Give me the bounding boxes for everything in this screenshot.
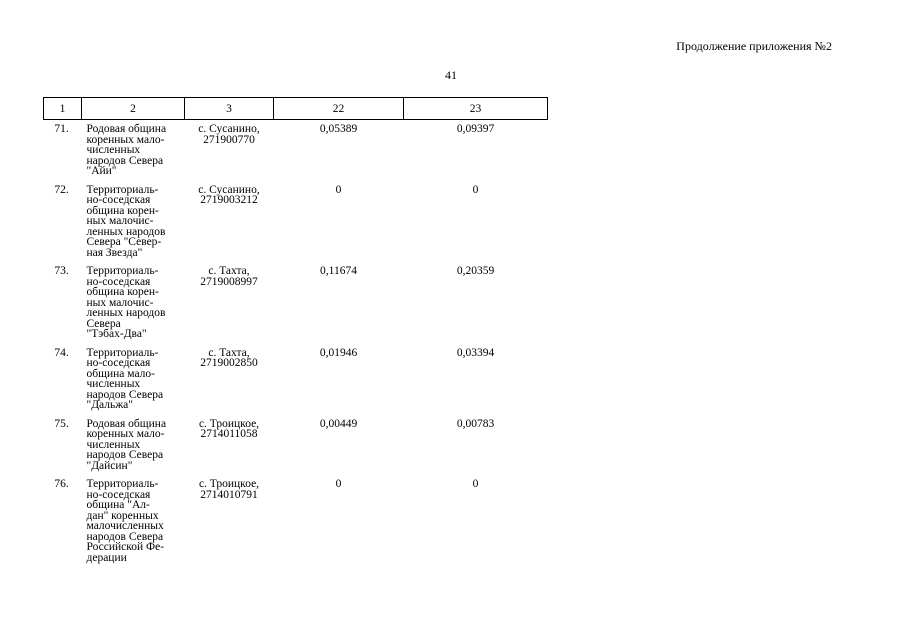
table-row — [44, 475, 548, 567]
organization-name-line: "Дальжа" — [86, 399, 133, 411]
page-number: 41 — [445, 68, 457, 82]
organization-name-line: численных — [86, 144, 141, 156]
organization-name-line: но-соседская — [86, 488, 151, 501]
organization-name-line: община корен- — [86, 204, 159, 217]
value-column-23: 0 — [472, 478, 479, 490]
row-number: 75. — [54, 417, 69, 430]
row-number: 76. — [54, 478, 69, 490]
organization-name-line: малочисленных — [86, 520, 164, 532]
value-column-23: 0 — [472, 183, 479, 196]
organization-name-line: Территориаль- — [86, 346, 159, 359]
organization-name-line: ленных народов — [86, 225, 166, 238]
value-column-22: 0,05389 — [319, 123, 358, 135]
table-row — [44, 120, 548, 181]
organization-name-line: община "Ал- — [86, 499, 150, 511]
table-row — [44, 344, 548, 415]
value-column-22: 0,11674 — [320, 265, 357, 277]
organization-name — [82, 120, 185, 181]
table-body — [44, 120, 548, 568]
organization-name-line: "Тэбах-Два" — [86, 328, 147, 340]
organization-name — [82, 181, 185, 263]
location-line: 2714010791 — [200, 488, 258, 501]
column-header-2: 2 — [82, 98, 185, 120]
row-number: 72. — [54, 183, 69, 196]
column-header-23: 23 — [404, 98, 548, 120]
location-line: 2719002850 — [200, 357, 258, 369]
organization-name-line: но-соседская — [86, 194, 151, 206]
organization-name-line: "Айи" — [86, 165, 117, 177]
column-header-22: 22 — [274, 98, 404, 120]
organization-name-line: коренных мало- — [86, 428, 165, 440]
organization-name-line: численных — [86, 378, 141, 390]
organization-name-line: ных малочис- — [86, 296, 154, 309]
table-row — [44, 262, 548, 344]
organization-name — [82, 415, 185, 476]
organization-name-line: Родовая община — [86, 123, 167, 135]
table-row — [44, 415, 548, 476]
location-line: с. Троицкое, — [198, 478, 260, 490]
organization-name — [82, 344, 185, 415]
location-and-inn — [185, 120, 274, 181]
column-header-1: 1 — [44, 98, 82, 120]
organization-name-line: ная Звезда" — [86, 246, 143, 259]
organization-name-line: "Дайсин" — [86, 459, 133, 472]
organization-name-line: Территориаль- — [86, 478, 159, 490]
organization-name-line: но-соседская — [86, 357, 151, 369]
value-column-23: 0,09397 — [456, 123, 495, 135]
organization-name-line: дерации — [86, 551, 127, 564]
data-table — [43, 97, 548, 567]
organization-name — [82, 262, 185, 344]
organization-name-line: но-соседская — [86, 275, 151, 288]
table-header-row — [44, 98, 548, 120]
organization-name-line: ленных народов — [86, 307, 166, 319]
location-line: с. Тахта, — [208, 265, 250, 277]
location-line: 271900770 — [203, 133, 255, 146]
organization-name-line: народов Севера — [86, 388, 164, 401]
organization-name-line: община мало- — [86, 367, 155, 380]
value-column-23: 0,20359 — [456, 265, 495, 277]
organization-name-line: Территориаль- — [86, 265, 159, 277]
location-line: с. Сусанино, — [198, 183, 260, 196]
organization-name-line: дан" коренных — [86, 509, 159, 522]
location-line: 2714011058 — [200, 428, 258, 440]
location-line: 2719003212 — [200, 194, 258, 206]
row-number: 73. — [54, 265, 69, 277]
location-line: с. Тахта, — [208, 346, 250, 359]
location-and-inn — [185, 415, 274, 476]
organization-name-line: Территориаль- — [86, 183, 159, 196]
organization-name-line: Севера "Север- — [86, 236, 162, 248]
location-line: с. Сусанино, — [198, 123, 260, 135]
table-row — [44, 181, 548, 263]
organization-name-line: община корен- — [86, 286, 159, 298]
value-column-23: 0,03394 — [456, 346, 495, 359]
organization-name-line: ных малочис- — [86, 215, 154, 227]
location-and-inn — [185, 344, 274, 415]
organization-name-line: Российской Фе- — [86, 541, 165, 553]
organization-name-line: Севера — [86, 317, 121, 330]
organization-name-line: народов Севера — [86, 530, 164, 543]
location-and-inn — [185, 181, 274, 263]
organization-name-line: численных — [86, 438, 141, 451]
location-line: 2719008997 — [200, 275, 258, 288]
value-column-22: 0,00449 — [319, 417, 358, 430]
column-header-3: 3 — [185, 98, 274, 120]
organization-name-line: коренных мало- — [86, 133, 165, 146]
value-column-23: 0,00783 — [456, 417, 495, 430]
appendix-note: Продолжение приложения №2 — [676, 39, 832, 53]
value-column-22: 0 — [335, 478, 342, 490]
location-and-inn — [185, 262, 274, 344]
organization-name — [82, 475, 185, 567]
location-and-inn — [185, 475, 274, 567]
value-column-22: 0,01946 — [319, 346, 358, 359]
location-line: с. Троицкое, — [198, 417, 260, 430]
value-column-22: 0 — [335, 183, 342, 196]
organization-name-line: Родовая община — [86, 417, 167, 430]
row-number: 71. — [54, 123, 69, 135]
organization-name-line: народов Севера — [86, 449, 164, 461]
organization-name-line: народов Севера — [86, 154, 164, 167]
row-number: 74. — [54, 346, 69, 359]
